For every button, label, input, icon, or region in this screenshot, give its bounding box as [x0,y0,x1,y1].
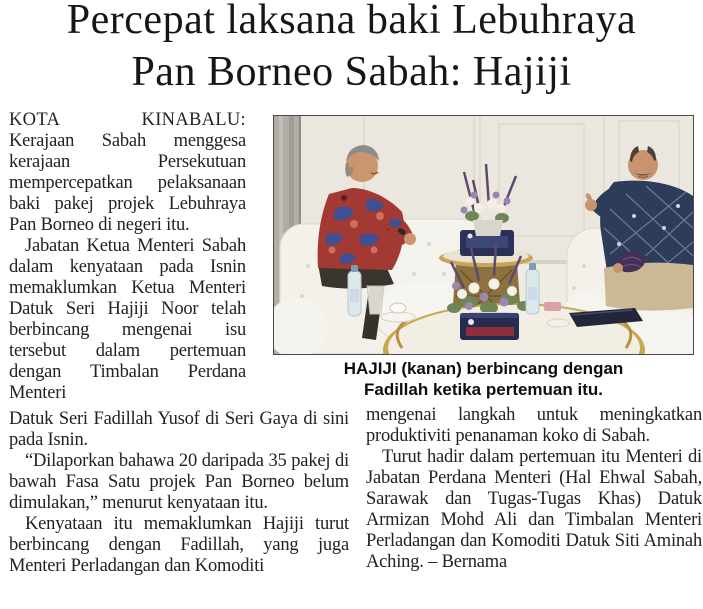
paragraph-5: mengenai langkah untuk meningkatkan produktiviti penanaman koko di Sabah. [366,405,702,446]
water-bottle-right [526,263,539,314]
photo-caption [273,358,694,400]
body-column-upper-left [9,110,246,408]
paragraph-4: Kenyataan itu memaklumkan Hajiji turut berbincang dengan Fadillah, yang juga Menteri Perladangan dan Komoditi [9,514,349,576]
water-bottle-left [348,265,361,316]
caption-line-2: Fadillah ketika pertemuan itu. [363,380,603,399]
headline [0,0,703,98]
pink-box [544,302,561,311]
headline-line-2: Pan Borneo Sabah: Hajiji [131,49,572,95]
tissue-box-front [460,313,519,340]
article-photo [273,115,694,355]
paragraph-2-end: Datuk Seri Fadillah Yusof di Seri Gaya di sini pada Isnin. [9,409,349,450]
paragraph-6: Turut hadir dalam pertemuan itu Menteri di Jabatan Perdana Menteri (Hal Ehwal Sabah, Sarawak dan Tugas-Tugas Khas) Datuk Armizan Mohd Ali dan Timbalan Menteri Perladangan dan Komoditi Datuk Siti Aminah Aching. – Bernama [366,447,702,572]
paragraph-3: “Dilaporkan bahawa 20 daripada 35 pakej di bawah Fasa Satu projek Pan Borneo belum dimulakan,” menurut kenyataan itu. [9,451,349,513]
article-photo-illustration [274,116,693,354]
paragraph-2-start: Jabatan Ketua Menteri Sabah dalam kenyataan pada Isnin memaklumkan Ketua Menteri Datuk Seri Hajiji Noor telah berbincang mengenai isu tersebut dalam pertemuan dengan Timbalan Perdana Menteri [9,236,246,403]
saucer-right [547,319,569,327]
body-column-lower-left [9,409,349,609]
dateline: KOTA KINABALU: [9,110,246,130]
body-column-lower-right [366,405,702,609]
caption-line-1: HAJIJI (kanan) berbincang dengan [343,359,624,378]
headline-line-1: Percepat laksana baki Lebuhraya [66,0,637,43]
drinking-glass [367,286,384,314]
paragraph-1: Kerajaan Sabah menggesa kerajaan Persekutuan mempercepatkan pelaksanaan baki pakej projek Lebuhraya Pan Borneo di negeri itu. [9,131,246,235]
